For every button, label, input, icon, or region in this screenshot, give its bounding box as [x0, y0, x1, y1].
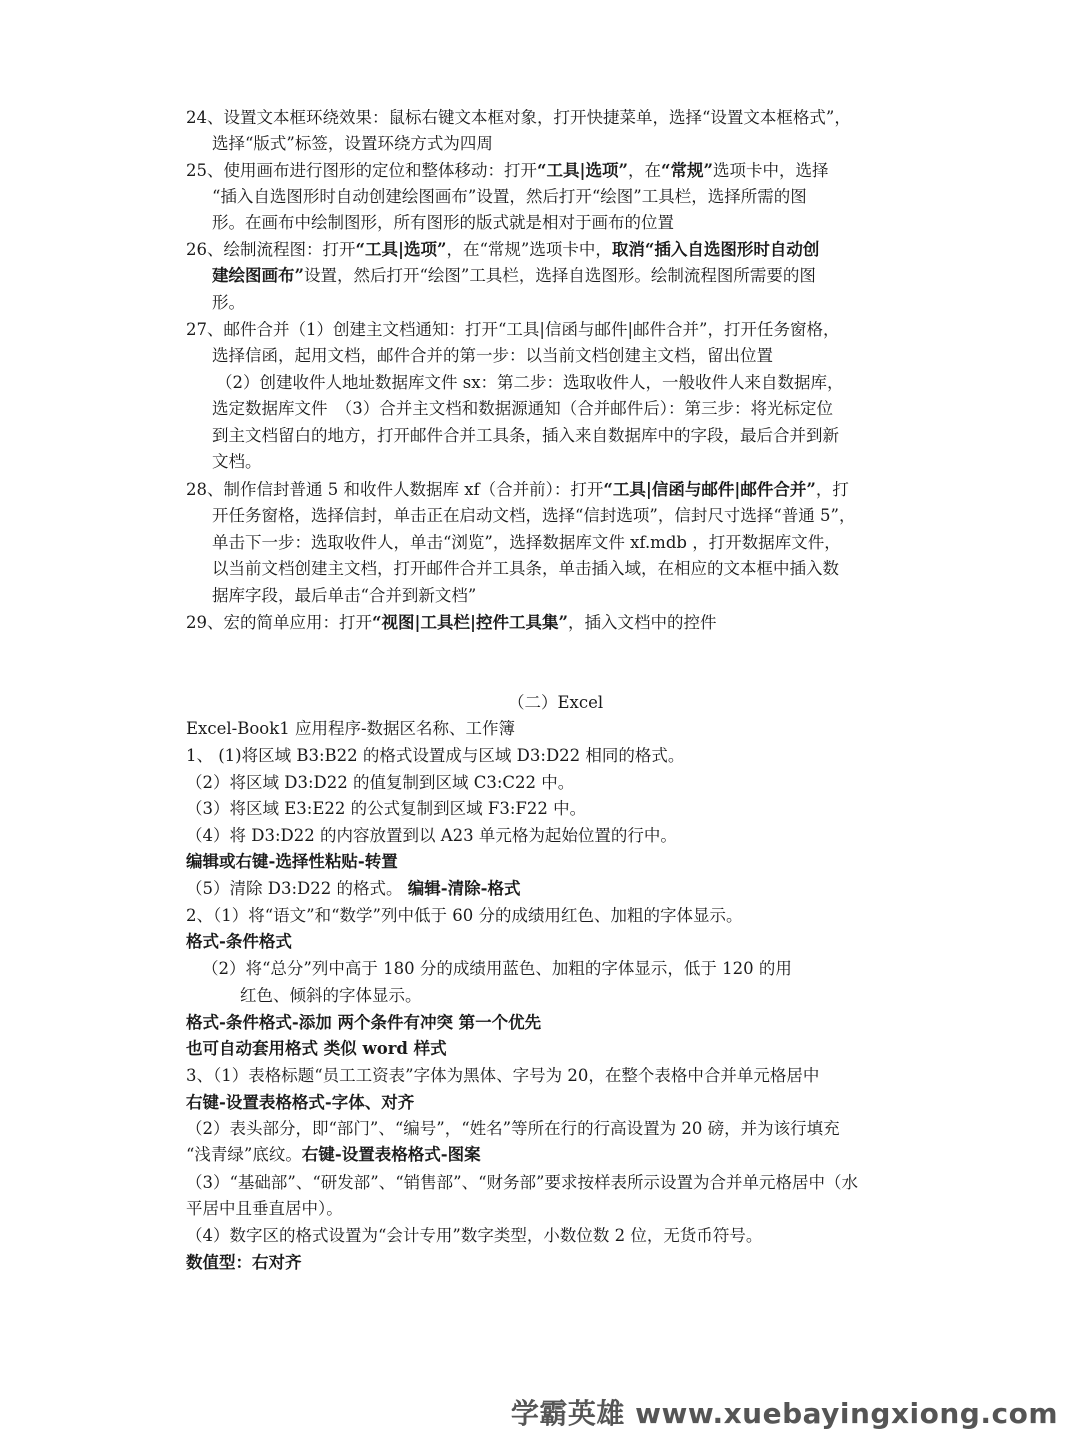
text-run: 28、制作信封普通 5 和收件人数据库 xf（合并前）：打开 — [186, 480, 604, 499]
excel-line — [186, 903, 742, 929]
text-run: 27、邮件合并（1）创建主文档通知：打开“工具|信函与邮件|邮件合并”，打开任务窗格， — [186, 320, 840, 339]
bold-text-run: “常规” — [660, 161, 713, 180]
excel-line — [186, 849, 398, 875]
text-run: ，在 — [627, 161, 661, 180]
text-run: 选择信函，起用文档，邮件合并的第一步：以当前文档创建主文档，留出位置 — [212, 346, 773, 365]
bold-text-run: 数值型：右对齐 — [186, 1253, 302, 1272]
text-run: 选择“版式”标签，设置环绕方式为四周 — [212, 134, 493, 153]
text-run: 形。在画布中绘制图形，所有图形的版式就是相对于画布的位置 — [212, 213, 674, 232]
text-run: 到主文档留白的地方，打开邮件合并工具条，插入来自数据库中的字段，最后合并到新 — [212, 426, 839, 445]
bold-text-run: 右键-设置表格格式-图案 — [301, 1145, 481, 1164]
text-run: （2）创建收件人地址数据库文件 sx：第二步：选取收件人，一般收件人来自数据库， — [216, 373, 844, 392]
text-run: 开任务窗格，选择信封，单击正在启动文档，选择“信封选项”，信封尺寸选择“普通 5”， — [212, 506, 856, 525]
text-run: “插入自选图形时自动创建绘图画布”设置，然后打开“绘图”工具栏，选择所需的图 — [212, 187, 807, 206]
word-item-28-line — [212, 530, 841, 556]
text-run: ，在“常规”选项卡中， — [446, 240, 612, 259]
excel-line — [186, 796, 586, 822]
bold-text-run: 建绘图画布” — [212, 266, 304, 285]
excel-line — [186, 743, 684, 769]
excel-line — [186, 716, 515, 742]
word-item-26-line — [186, 237, 819, 263]
bold-text-run: 取消“插入自选图形时自动创 — [611, 240, 820, 259]
text-run: （4）将 D3:D22 的内容放置到以 A23 单元格为起始位置的行中。 — [186, 826, 677, 845]
text-run: 2、（1）将“语文”和“数学”列中低于 60 分的成绩用红色、加粗的字体显示。 — [186, 906, 743, 925]
text-run: 以当前文档创建主文档，打开邮件合并工具条，单击插入域，在相应的文本框中插入数 — [212, 559, 839, 578]
text-run: （2）将“总分”列中高于 180 分的成绩用蓝色、加粗的字体显示，低于 120 的用 — [202, 959, 792, 978]
excel-line — [202, 956, 792, 982]
excel-line — [186, 1063, 819, 1089]
word-item-26-line — [212, 290, 245, 316]
text-run: 平居中且垂直居中）。 — [186, 1199, 343, 1218]
excel-line — [186, 1170, 858, 1196]
text-run: （2）表头部分，即“部门”、“编号”，“姓名”等所在行的行高设置为 20 磅，并为该行填充 — [186, 1119, 840, 1138]
word-item-27-line — [216, 370, 844, 396]
text-run: Excel-Book1 应用程序-数据区名称、工作簿 — [186, 719, 516, 738]
text-run: （3）“基础部”、“研发部”、“销售部”、“财务部”要求按样表所示设置为合并单元格居中（水 — [186, 1173, 858, 1192]
text-run: 29、宏的简单应用：打开 — [186, 613, 372, 632]
excel-line — [186, 1142, 481, 1168]
bold-text-run: “视图|工具栏|控件工具集” — [372, 613, 568, 632]
bold-text-run: 编辑或右键-选择性粘贴-转置 — [186, 852, 398, 871]
text-run: “浅青绿”底纹。 — [186, 1145, 302, 1164]
text-run: （5）清除 D3:D22 的格式。 — [186, 879, 408, 898]
word-item-24-line — [212, 131, 493, 157]
excel-line — [186, 1010, 541, 1036]
excel-line — [186, 876, 520, 902]
bold-text-run: 右键-设置表格格式-字体、对齐 — [186, 1093, 415, 1112]
text-run: 形。 — [212, 293, 245, 312]
word-item-27-line — [186, 317, 839, 343]
word-item-28-line — [212, 583, 476, 609]
text-run: 24、设置文本框环绕效果：鼠标右键文本框对象，打开快捷菜单，选择“设置文本框格式”， — [186, 108, 851, 127]
excel-line — [186, 1196, 343, 1222]
word-item-25-line — [212, 184, 807, 210]
word-item-26-line — [212, 263, 816, 289]
text-run: ，打 — [815, 480, 849, 499]
bold-text-run: “工具|选项” — [537, 161, 628, 180]
text-run: 选定数据库文件 （3）合并主文档和数据源通知（合并邮件后）：第三步：将光标定位 — [212, 399, 833, 418]
bold-text-run: “工具|选项” — [355, 240, 447, 259]
text-run: 红色、倾斜的字体显示。 — [240, 986, 422, 1005]
bold-text-run: 也可自动套用格式 类似 word 样式 — [186, 1039, 447, 1058]
word-item-25-line — [186, 158, 828, 184]
text-run: 25、使用画布进行图形的定位和整体移动：打开 — [186, 161, 537, 180]
word-item-28-line — [212, 503, 855, 529]
word-item-27-line — [212, 449, 262, 475]
word-item-25-line — [212, 210, 674, 236]
text-run: 26、绘制流程图：打开 — [186, 240, 356, 259]
word-item-27-line — [212, 396, 833, 422]
bold-text-run: 编辑-清除-格式 — [407, 879, 521, 898]
word-item-28-line — [212, 556, 839, 582]
bold-text-run: 格式-条件格式 — [186, 932, 292, 951]
word-item-29-line — [186, 610, 717, 636]
text-run: ，插入文档中的控件 — [568, 613, 717, 632]
word-item-24-line — [186, 105, 851, 131]
excel-line — [186, 1090, 414, 1116]
text-run: 选项卡中，选择 — [712, 161, 829, 180]
text-run: 据库字段，最后单击“合并到新文档” — [212, 586, 477, 605]
excel-line — [186, 823, 677, 849]
excel-line — [186, 929, 292, 955]
excel-line — [186, 770, 574, 796]
excel-line — [240, 983, 422, 1009]
text-run: 设置，然后打开“绘图”工具栏，选择自选图形。绘制流程图所需要的图 — [304, 266, 816, 285]
bold-text-run: 格式-条件格式-添加 两个条件有冲突 第一个优先 — [186, 1013, 542, 1032]
word-item-27-line — [212, 423, 839, 449]
text-run: （4）数字区的格式设置为“会计专用”数字类型，小数位数 2 位，无货币符号。 — [186, 1226, 763, 1245]
excel-line — [186, 1223, 762, 1249]
word-item-28-line — [186, 477, 849, 503]
text-run: 文档。 — [212, 452, 262, 471]
excel-line — [186, 1250, 302, 1276]
site-watermark: 学霸英雄 www.xuebayingxiong.com — [510, 1397, 1058, 1430]
excel-line — [186, 1116, 840, 1142]
word-item-27-line — [212, 343, 773, 369]
section-heading-excel: （二）Excel — [508, 693, 604, 712]
text-run: （2）将区域 D3:D22 的值复制到区域 C3:C22 中。 — [186, 773, 575, 792]
text-run: 单击下一步：选取收件人，单击“浏览”，选择数据库文件 xf.mdb ，打开数据库文件， — [212, 533, 841, 552]
text-run: 1、 (1)将区域 B3:B22 的格式设置成与区域 D3:D22 相同的格式。 — [186, 746, 685, 765]
text-run: 3、（1）表格标题“员工工资表”字体为黑体、字号为 20，在整个表格中合并单元格居中 — [186, 1066, 820, 1085]
bold-text-run: “工具|信函与邮件|邮件合并” — [603, 480, 816, 499]
excel-line — [186, 1036, 447, 1062]
text-run: （3）将区域 E3:E22 的公式复制到区域 F3:F22 中。 — [186, 799, 587, 818]
